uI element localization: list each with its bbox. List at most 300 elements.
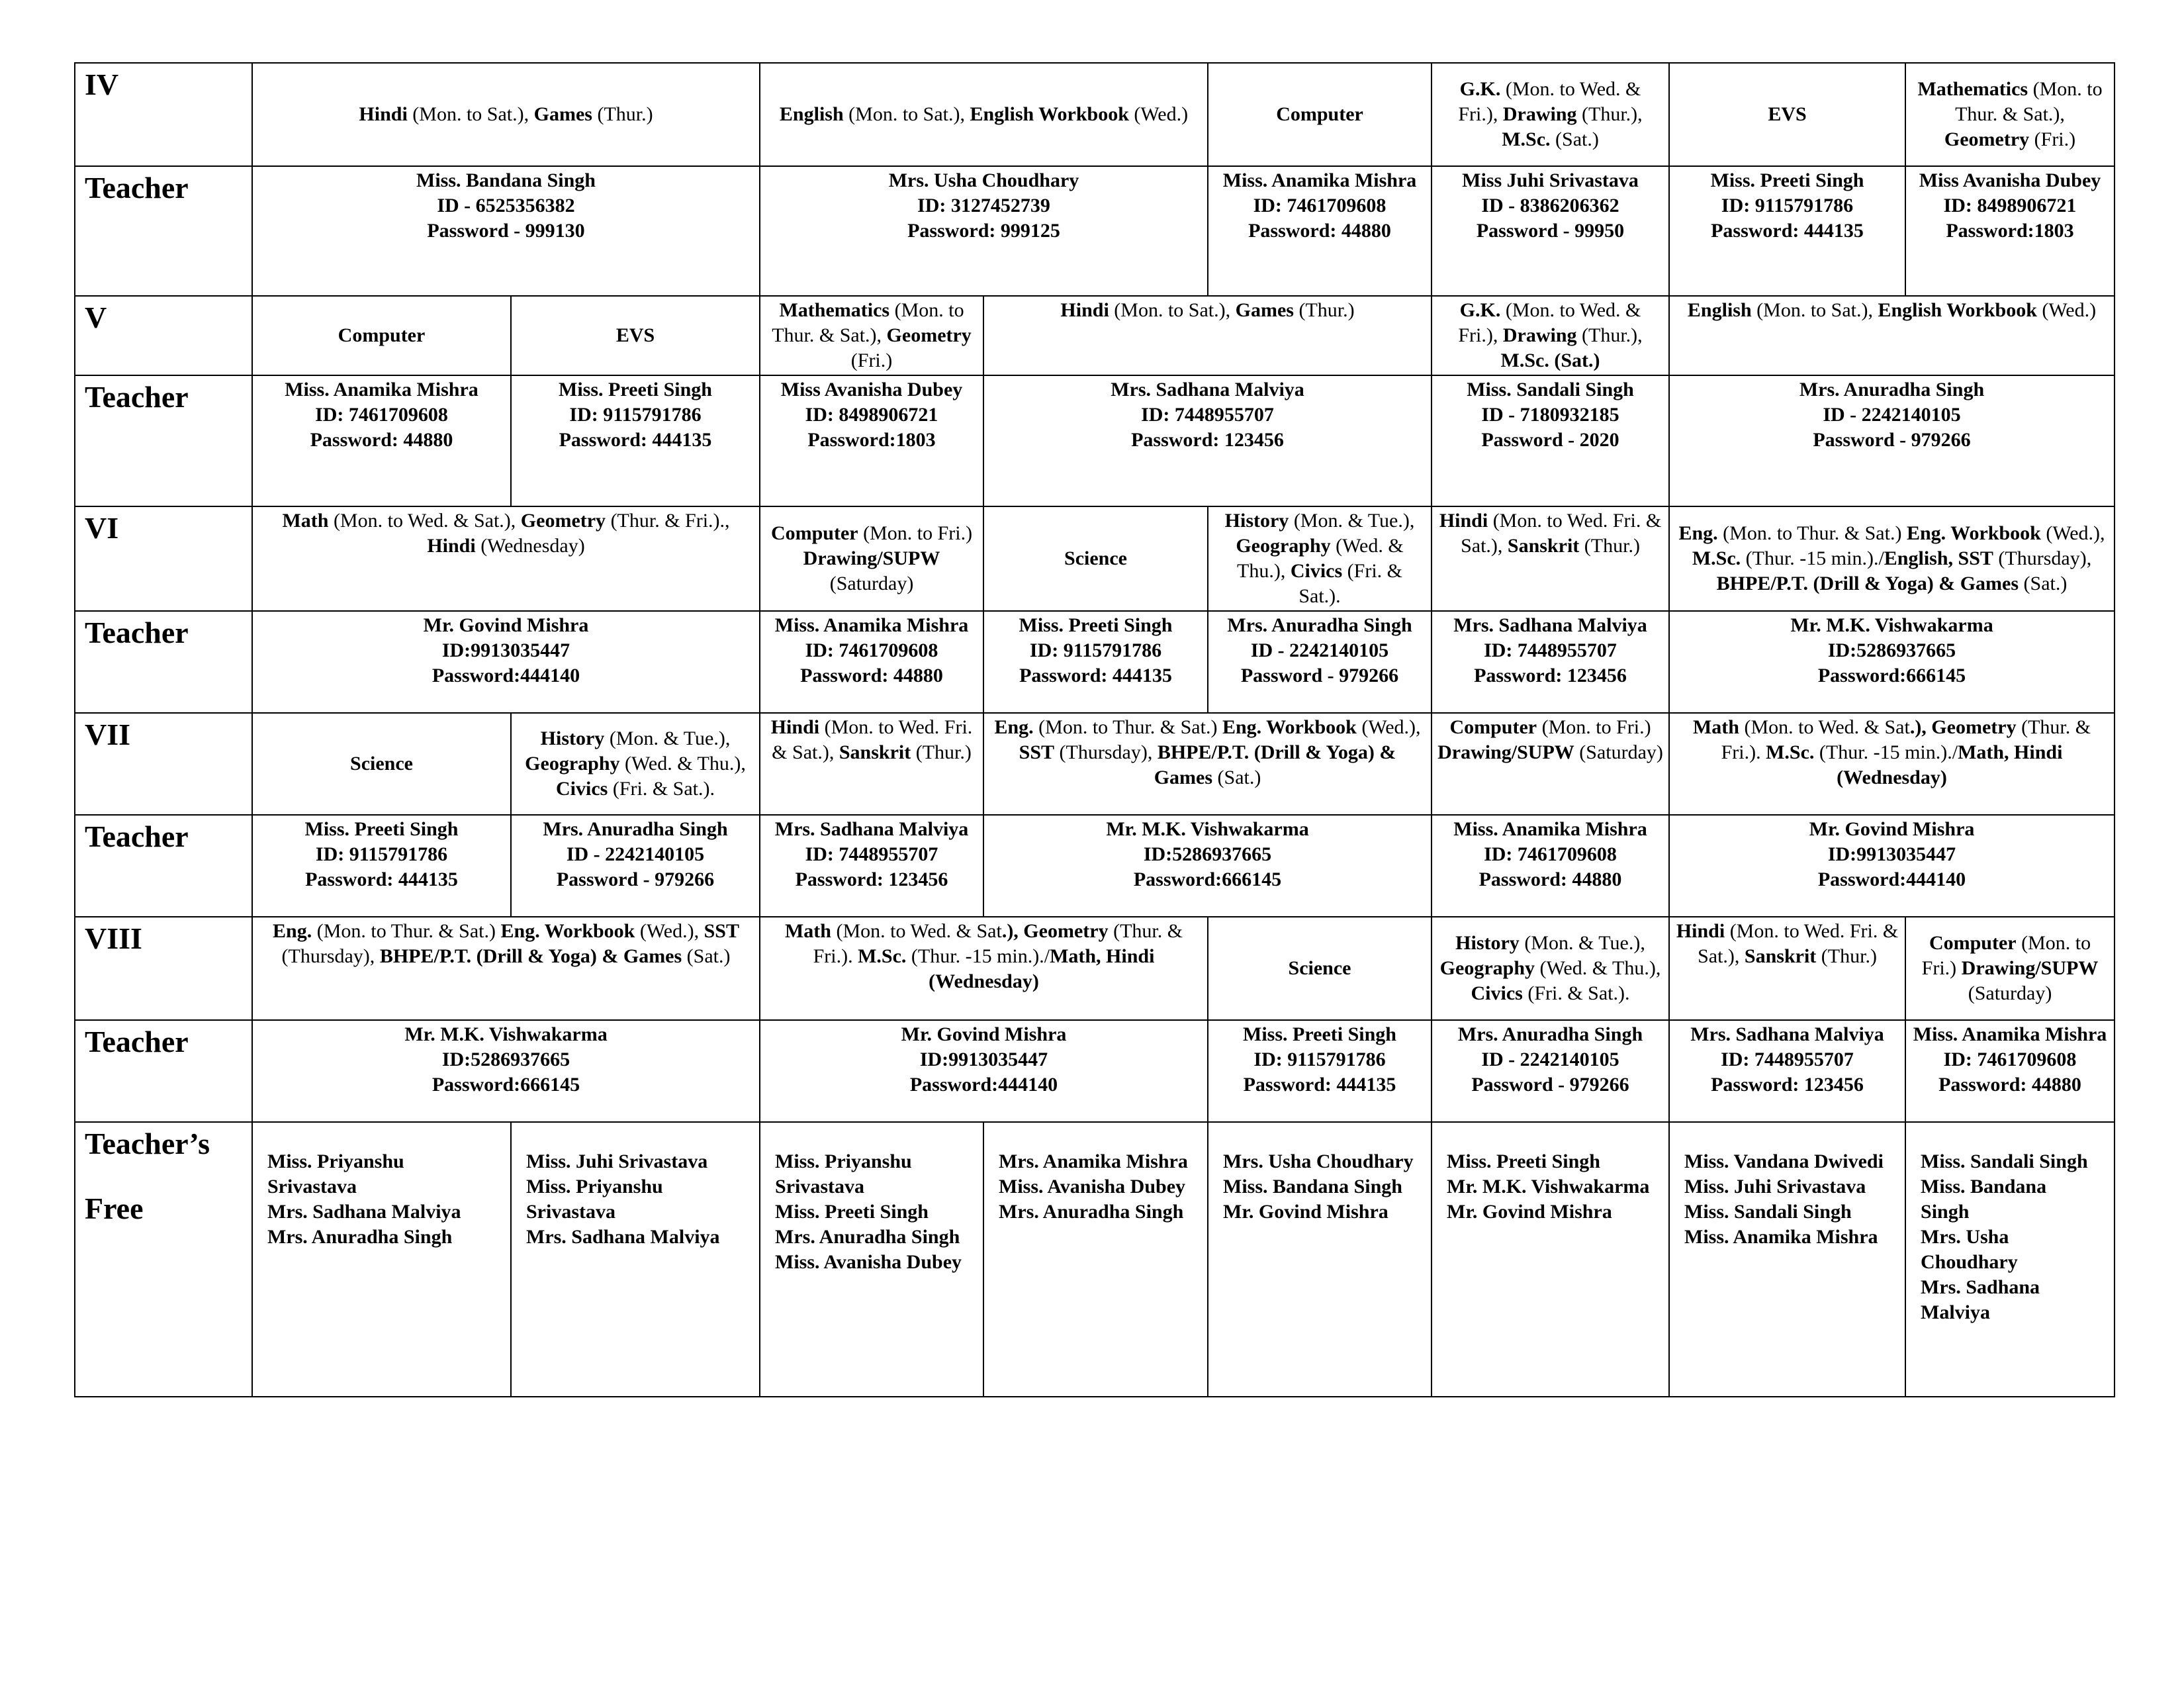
teacher-name: Miss. Anamika Mishra	[774, 614, 969, 636]
subject-name: Eng. Workbook	[1906, 522, 2041, 544]
teacher-password: Password:1803	[1946, 220, 2074, 242]
subject-name: Science	[1288, 957, 1351, 979]
subject-cell	[252, 63, 760, 166]
teacher-name: Miss. Anamika Mishra	[1684, 1226, 1878, 1248]
subject-schedule: (Mon. to Wed. Fri. & Sat.),	[1698, 920, 1899, 967]
subject-schedule: (Mon. to Wed. & Sat.),	[328, 510, 521, 532]
teacher-name: Miss. Priyanshu Srivastava	[267, 1150, 404, 1197]
teacher-cell	[1432, 1020, 1669, 1122]
subject-name: Computer	[1449, 716, 1537, 738]
subject-name: M.Sc.	[1692, 547, 1741, 569]
teacher-id: ID: 9115791786	[315, 843, 448, 865]
subject-schedule: (Thursday),	[1054, 741, 1158, 763]
subject-name: Geography	[1236, 535, 1331, 557]
teacher-password: Password: 44880	[1248, 220, 1391, 242]
teacher-cell	[252, 1020, 760, 1122]
row-label-text: VIII	[85, 921, 142, 955]
timetable	[74, 62, 2115, 1397]
teacher-id: ID:9913035447	[1827, 843, 1956, 865]
teacher-password: Password: 44880	[310, 429, 453, 451]
teacher-id: ID: 9115791786	[569, 404, 702, 426]
timetable-body	[75, 63, 2115, 1397]
teacher-cell	[760, 375, 983, 506]
subject-name: Geometry	[1944, 128, 2030, 150]
free-teachers-cell	[760, 1122, 983, 1397]
subject-name: EVS	[615, 324, 655, 346]
subject-name: M.Sc.	[1502, 128, 1551, 150]
teacher-password: Password - 979266	[1813, 429, 1971, 451]
subject-schedule: (Thur.)	[1579, 535, 1640, 557]
subject-schedule: (Mon. & Tue.),	[1289, 510, 1415, 532]
row-label-text: VI	[85, 511, 119, 545]
subject-schedule: (Wed.),	[2040, 522, 2105, 544]
teacher-password: Password:666145	[1817, 665, 1966, 686]
teacher-name: Mrs. Usha Choudhary	[1921, 1226, 2018, 1273]
teacher-id: ID - 2242140105	[1823, 404, 1961, 426]
subject-schedule: (Mon. to Thur. & Sat.),	[1955, 78, 2103, 125]
subject-schedule: (Thursday),	[281, 945, 380, 967]
subject-schedule: (Mon. to Fri.)	[1537, 716, 1651, 738]
teacher-password: Password: 444135	[1243, 1074, 1396, 1096]
teacher-id: ID:5286937665	[441, 1049, 570, 1070]
row-label	[75, 63, 252, 166]
teacher-row	[75, 375, 2115, 506]
subject-schedule: (Mon. to Wed. & Sat	[1739, 716, 1910, 738]
subject-name: Sanskrit	[1744, 945, 1817, 967]
free-teachers-cell	[1208, 1122, 1432, 1397]
row-label-text: Free	[85, 1192, 144, 1225]
subject-schedule: (Thur. & Fri.).	[1721, 716, 2091, 763]
teacher-id: ID: 7448955707	[1484, 639, 1617, 661]
teacher-cell	[1669, 611, 2115, 713]
subject-name: Drawing/SUPW	[1961, 957, 2099, 979]
subject-name: Drawing	[1502, 103, 1577, 125]
subject-schedule: (Mon. to Wed. & Fri.),	[1458, 78, 1641, 125]
teacher-password: Password:444140	[909, 1074, 1058, 1096]
row-label	[75, 296, 252, 375]
subject-schedule: (Sat.)	[2019, 573, 2068, 594]
teacher-cell	[1669, 815, 2115, 917]
teacher-id: ID - 8386206362	[1481, 195, 1619, 216]
subject-schedule: (Fri. & Sat.).	[608, 778, 715, 800]
subject-name: History	[540, 727, 605, 749]
teacher-cell	[1905, 166, 2115, 296]
subject-name: SST	[1019, 741, 1055, 763]
subject-name: Eng. Workbook	[500, 920, 635, 942]
teacher-name: Mr. M.K. Vishwakarma	[1106, 818, 1309, 840]
teacher-cell	[252, 166, 760, 296]
subject-name: BHPE/P.T. (Drill & Yoga) & Games	[379, 945, 682, 967]
teacher-password: Password:444140	[1817, 868, 1966, 890]
teacher-name: Miss. Preeti Singh	[775, 1201, 929, 1223]
teacher-cell	[1669, 166, 1905, 296]
teacher-name: Mrs. Anuradha Singh	[267, 1226, 453, 1248]
teacher-id: ID: 7448955707	[1141, 404, 1274, 426]
subject-cell	[252, 917, 760, 1020]
subject-name: Mathematics	[1917, 78, 2028, 100]
subject-name: History	[1455, 932, 1520, 954]
teacher-password: Password: 444135	[559, 429, 712, 451]
teacher-cell	[983, 815, 1432, 917]
subject-schedule: (Thur.)	[592, 103, 653, 125]
subject-name: SST	[704, 920, 739, 942]
subject-schedule: (Mon. to Sat.),	[407, 103, 534, 125]
teacher-name: Mr. Govind Mishra	[901, 1023, 1067, 1045]
subject-cell	[1432, 506, 1669, 611]
teacher-cell	[252, 611, 760, 713]
teacher-name: Mrs. Usha Choudhary	[888, 169, 1079, 191]
teacher-row	[75, 815, 2115, 917]
subject-cell	[1905, 917, 2115, 1020]
subject-schedule: (Wed. & Thu.),	[1535, 957, 1661, 979]
subject-cell	[1669, 506, 2115, 611]
teacher-id: ID - 2242140105	[566, 843, 705, 865]
subject-cell	[252, 506, 760, 611]
subject-cell	[1432, 713, 1669, 815]
teacher-id: ID:9913035447	[919, 1049, 1048, 1070]
subject-schedule: (Fri. & Sat.).	[1298, 560, 1403, 607]
subject-name: EVS	[1768, 103, 1807, 125]
subject-schedule: (Thur.)	[911, 741, 972, 763]
subject-cell	[1905, 63, 2115, 166]
subject-name: Geography	[1439, 957, 1535, 979]
subject-name: Math, Hindi (Wednesday)	[929, 945, 1155, 992]
row-label	[75, 506, 252, 611]
teacher-name: Miss. Preeti Singh	[1019, 614, 1173, 636]
teacher-cell	[511, 375, 760, 506]
subject-name: M.Sc.	[858, 945, 907, 967]
teacher-id: ID: 7461709608	[1484, 843, 1617, 865]
subject-schedule: (Thur. -15 min.)./	[1814, 741, 1958, 763]
teacher-name: Miss. Preeti Singh	[559, 379, 712, 400]
teacher-name: Mr. M.K. Vishwakarma	[404, 1023, 608, 1045]
teacher-password: Password:1803	[807, 429, 936, 451]
subject-schedule: (Thursday),	[1993, 547, 2092, 569]
subject-name: Civics	[1290, 560, 1343, 582]
subject-cell	[760, 63, 1208, 166]
subject-schedule: (Wed.)	[1128, 103, 1189, 125]
subject-cell	[983, 296, 1432, 375]
teacher-name: Miss. Bandana Singh	[416, 169, 596, 191]
subject-cell	[1208, 63, 1432, 166]
subject-cell	[1669, 713, 2115, 815]
subject-schedule: (Saturday)	[1968, 982, 2052, 1004]
teacher-id: ID: 7461709608	[1253, 195, 1387, 216]
row-label	[75, 1020, 252, 1122]
subject-schedule: (Wed.),	[1356, 716, 1421, 738]
row-label-text: Teacher	[85, 380, 189, 414]
subject-name: Eng.	[994, 716, 1034, 738]
teacher-name: Mr. M.K. Vishwakarma	[1447, 1176, 1650, 1197]
row-label	[75, 713, 252, 815]
teacher-name: Miss. Bandana Singh	[1921, 1176, 2047, 1223]
subject-cell	[983, 713, 1432, 815]
subject-schedule: (Thur.),	[1576, 324, 1643, 346]
teacher-name: Miss. Sandali Singh	[1467, 379, 1634, 400]
free-teachers-cell	[983, 1122, 1208, 1397]
teacher-cell	[1208, 1020, 1432, 1122]
subject-schedule: (Mon. to Thur. & Sat.),	[772, 299, 964, 346]
teacher-name: Miss. Preeti Singh	[1710, 169, 1864, 191]
subject-name: Geometry	[886, 324, 972, 346]
teacher-id: ID - 2242140105	[1250, 639, 1389, 661]
subject-cell	[1669, 296, 2115, 375]
subject-schedule: (Mon. to Thur. & Sat.)	[1033, 716, 1222, 738]
teacher-id: ID: 8498906721	[805, 404, 938, 426]
subject-schedule: (Wed. & Thu.),	[619, 753, 746, 774]
teacher-name: Miss Avanisha Dubey	[780, 379, 963, 400]
teacher-password: Password: 444135	[305, 868, 458, 890]
subject-name: .), Geometry	[1001, 920, 1109, 942]
teacher-id: ID: 9115791786	[1253, 1049, 1386, 1070]
subject-schedule: (Mon. to Wed. & Sat	[831, 920, 1002, 942]
subject-schedule: (Mon. to Wed. Fri. & Sat.),	[1461, 510, 1662, 557]
teacher-password: Password: 123456	[1131, 429, 1284, 451]
row-label-text: Teacher	[85, 820, 189, 853]
subject-schedule: (Sat.)	[1550, 128, 1599, 150]
teacher-cell	[252, 815, 511, 917]
subject-name: Eng.	[1678, 522, 1718, 544]
subject-cell	[1669, 63, 1905, 166]
teacher-password: Password:444140	[432, 665, 580, 686]
teacher-id: ID: 8498906721	[1943, 195, 2077, 216]
subject-name: G.K.	[1459, 78, 1501, 100]
teacher-name: Miss. Anamika Mishra	[1222, 169, 1417, 191]
subject-schedule: (Mon. to Sat.),	[1751, 299, 1878, 321]
teacher-row	[75, 166, 2115, 296]
subject-schedule: (Mon. to Wed. Fri. & Sat.),	[772, 716, 973, 763]
teacher-name: Mrs. Anuradha Singh	[999, 1201, 1184, 1223]
teacher-id: ID - 2242140105	[1481, 1049, 1619, 1070]
subject-schedule: (Wed. & Thu.),	[1237, 535, 1404, 582]
teacher-cell	[760, 815, 983, 917]
subject-name: Civics	[1471, 982, 1523, 1004]
subject-cell	[1432, 63, 1669, 166]
teacher-name: Miss Juhi Srivastava	[1462, 169, 1639, 191]
teacher-name: Miss. Vandana Dwivedi	[1684, 1150, 1884, 1172]
teacher-password: Password: 123456	[1711, 1074, 1864, 1096]
subject-row	[75, 296, 2115, 375]
subject-schedule: (Mon. to Sat.),	[843, 103, 970, 125]
teacher-name: Miss. Bandana Singh	[1223, 1176, 1402, 1197]
teacher-name: Mrs. Sadhana Malviya	[267, 1201, 461, 1223]
subject-cell	[760, 296, 983, 375]
subject-name: History	[1224, 510, 1289, 532]
teacher-name: Mr. M.K. Vishwakarma	[1790, 614, 1993, 636]
subject-name: Drawing/SUPW	[803, 547, 940, 569]
teacher-name: Miss. Avanisha Dubey	[775, 1251, 962, 1273]
teacher-cell	[1432, 611, 1669, 713]
teacher-name: Mrs. Usha Choudhary	[1223, 1150, 1414, 1172]
subject-name: Eng.	[273, 920, 312, 942]
subject-name: Mathematics	[779, 299, 890, 321]
teacher-cell	[760, 611, 983, 713]
teacher-cell	[1432, 166, 1669, 296]
teacher-name: Miss. Juhi Srivastava	[526, 1150, 708, 1172]
subject-cell	[1432, 917, 1669, 1020]
teacher-password: Password: 444135	[1019, 665, 1172, 686]
teacher-name: Miss. Sandali Singh	[1921, 1150, 2088, 1172]
subject-name: Geometry	[520, 510, 606, 532]
subject-row	[75, 506, 2115, 611]
row-label	[75, 815, 252, 917]
teacher-name: Miss. Priyanshu Srivastava	[526, 1176, 663, 1223]
teacher-password: Password - 99950	[1476, 220, 1625, 242]
row-label	[75, 611, 252, 713]
subject-schedule: (Wed.)	[2036, 299, 2097, 321]
teacher-name: Miss. Preeti Singh	[304, 818, 459, 840]
subject-name: Games	[533, 103, 592, 125]
teacher-name: Mrs. Sadhana Malviya	[774, 818, 969, 840]
subject-name: BHPE/P.T. (Drill & Yoga) & Games	[1716, 573, 2019, 594]
subject-schedule: (Thur.),	[1576, 103, 1643, 125]
subject-name: M.Sc.	[1766, 741, 1815, 763]
teacher-name: Miss. Preeti Singh	[1447, 1150, 1600, 1172]
row-label	[75, 375, 252, 506]
subject-cell	[983, 506, 1208, 611]
subject-name: English	[779, 103, 844, 125]
subject-name: Geography	[525, 753, 620, 774]
teacher-password: Password: 44880	[1479, 868, 1622, 890]
teacher-name: Mrs. Anuradha Singh	[1457, 1023, 1643, 1045]
subject-name: Math	[1692, 716, 1739, 738]
teacher-name: Miss. Anamika Mishra	[285, 379, 478, 400]
subject-name: Hindi	[359, 103, 408, 125]
teacher-name: Mrs. Anuradha Singh	[1227, 614, 1412, 636]
free-teachers-cell	[1669, 1122, 1905, 1397]
subject-name: M.Sc. (Sat.)	[1500, 350, 1600, 371]
teacher-name: Miss. Sandali Singh	[1684, 1201, 1852, 1223]
teacher-cell	[1669, 375, 2115, 506]
teacher-id: ID: 7461709608	[315, 404, 448, 426]
teacher-id: ID: 7448955707	[1721, 1049, 1854, 1070]
subject-name: Eng. Workbook	[1222, 716, 1357, 738]
teacher-name: Miss. Preeti Singh	[1243, 1023, 1396, 1045]
row-label	[75, 166, 252, 296]
subject-schedule: (Mon. to Thur. & Sat.)	[312, 920, 501, 942]
subject-schedule: (Thur. & Fri.).	[813, 920, 1183, 967]
row-label-text: Teacher	[85, 1025, 189, 1058]
subject-cell	[511, 296, 760, 375]
teacher-name: Mrs. Sadhana Malviya	[1111, 379, 1304, 400]
teacher-password: Password: 123456	[795, 868, 948, 890]
teacher-password: Password - 979266	[556, 868, 715, 890]
subject-schedule: (Thur. & Fri.).,	[606, 510, 730, 532]
subject-schedule: (Saturday)	[829, 573, 914, 594]
subject-name: Drawing	[1502, 324, 1577, 346]
subject-cell	[252, 296, 511, 375]
subject-row	[75, 63, 2115, 166]
teacher-name: Mr. Govind Mishra	[1223, 1201, 1388, 1223]
teacher-id: ID - 6525356382	[437, 195, 575, 216]
teacher-id: ID - 7180932185	[1481, 404, 1619, 426]
subject-name: Computer	[770, 522, 858, 544]
teacher-name: Miss. Anamika Mishra	[1453, 818, 1647, 840]
row-label-text: IV	[85, 68, 119, 101]
teacher-name: Miss Avanisha Dubey	[1919, 169, 2101, 191]
teacher-id: ID: 7461709608	[805, 639, 938, 661]
subject-schedule: (Thur.)	[1816, 945, 1877, 967]
subject-schedule: (Saturday)	[1574, 741, 1663, 763]
subject-name: Science	[1064, 547, 1127, 569]
subject-schedule: (Mon. to Sat.),	[1109, 299, 1236, 321]
teacher-cell	[983, 611, 1208, 713]
subject-name: Games	[1235, 299, 1294, 321]
teacher-row	[75, 1020, 2115, 1122]
subject-name: Sanskrit	[839, 741, 911, 763]
teacher-name: Mr. Govind Mishra	[1809, 818, 1975, 840]
subject-name: Drawing/SUPW	[1437, 741, 1574, 763]
subject-name: Computer	[338, 324, 426, 346]
teacher-password: Password: 44880	[1938, 1074, 2081, 1096]
teacher-cell	[511, 815, 760, 917]
teacher-password: Password - 999130	[427, 220, 585, 242]
subject-schedule: (Mon. to Fri.)	[858, 522, 973, 544]
subject-cell	[1208, 506, 1432, 611]
subject-name: Computer	[1276, 103, 1363, 125]
subject-name: Civics	[556, 778, 608, 800]
teacher-name: Mrs. Sadhana Malviya	[526, 1226, 720, 1248]
row-label	[75, 917, 252, 1020]
teacher-cell	[1905, 1020, 2115, 1122]
teacher-id: ID:5286937665	[1143, 843, 1272, 865]
subject-name: English	[1687, 299, 1752, 321]
teacher-name: Mr. Govind Mishra	[1447, 1201, 1612, 1223]
free-teachers-cell	[1905, 1122, 2115, 1397]
teacher-cell	[1208, 611, 1432, 713]
teacher-name: Mrs. Anuradha Singh	[1799, 379, 1985, 400]
teacher-row	[75, 611, 2115, 713]
subject-schedule: (Mon. to Wed. & Fri.),	[1458, 299, 1641, 346]
subject-name: English, SST	[1884, 547, 1993, 569]
teacher-name: Miss. Juhi Srivastava	[1684, 1176, 1866, 1197]
row-label-text: Teacher’s	[85, 1127, 210, 1160]
subject-schedule: (Thur. -15 min.)./	[1741, 547, 1884, 569]
teacher-id: ID:9913035447	[441, 639, 570, 661]
subject-schedule: (Fri.)	[2029, 128, 2076, 150]
subject-name: Computer	[1929, 932, 2017, 954]
subject-schedule: (Mon. to Fri.)	[1921, 932, 2091, 979]
subject-schedule: (Wednesday)	[475, 535, 585, 557]
free-teachers-cell	[1432, 1122, 1669, 1397]
teacher-id: ID: 9115791786	[1721, 195, 1854, 216]
teacher-password: Password: 44880	[800, 665, 943, 686]
subject-name: Math	[282, 510, 329, 532]
teacher-password: Password:666145	[1133, 868, 1282, 890]
subject-name: Math	[784, 920, 831, 942]
row-label-text: VII	[85, 718, 131, 751]
subject-cell	[760, 917, 1208, 1020]
subject-cell	[1669, 917, 1905, 1020]
teacher-cell	[252, 375, 511, 506]
subject-cell	[252, 713, 511, 815]
subject-name: English Workbook	[970, 103, 1129, 125]
teacher-id: ID: 7461709608	[1943, 1049, 2077, 1070]
teacher-cell	[1432, 375, 1669, 506]
teacher-password: Password - 979266	[1240, 665, 1399, 686]
teacher-cell	[1208, 166, 1432, 296]
free-teachers-cell	[252, 1122, 511, 1397]
teacher-name: Mrs. Anuradha Singh	[775, 1226, 960, 1248]
free-teachers-cell	[511, 1122, 760, 1397]
subject-cell	[511, 713, 760, 815]
teacher-cell	[760, 166, 1208, 296]
teacher-name: Mrs. Sadhana Malviya	[1690, 1023, 1884, 1045]
teacher-id: ID: 9115791786	[1029, 639, 1162, 661]
teacher-id: ID:5286937665	[1827, 639, 1956, 661]
subject-cell	[760, 713, 983, 815]
subject-name: Math, Hindi (Wednesday)	[1837, 741, 2063, 788]
